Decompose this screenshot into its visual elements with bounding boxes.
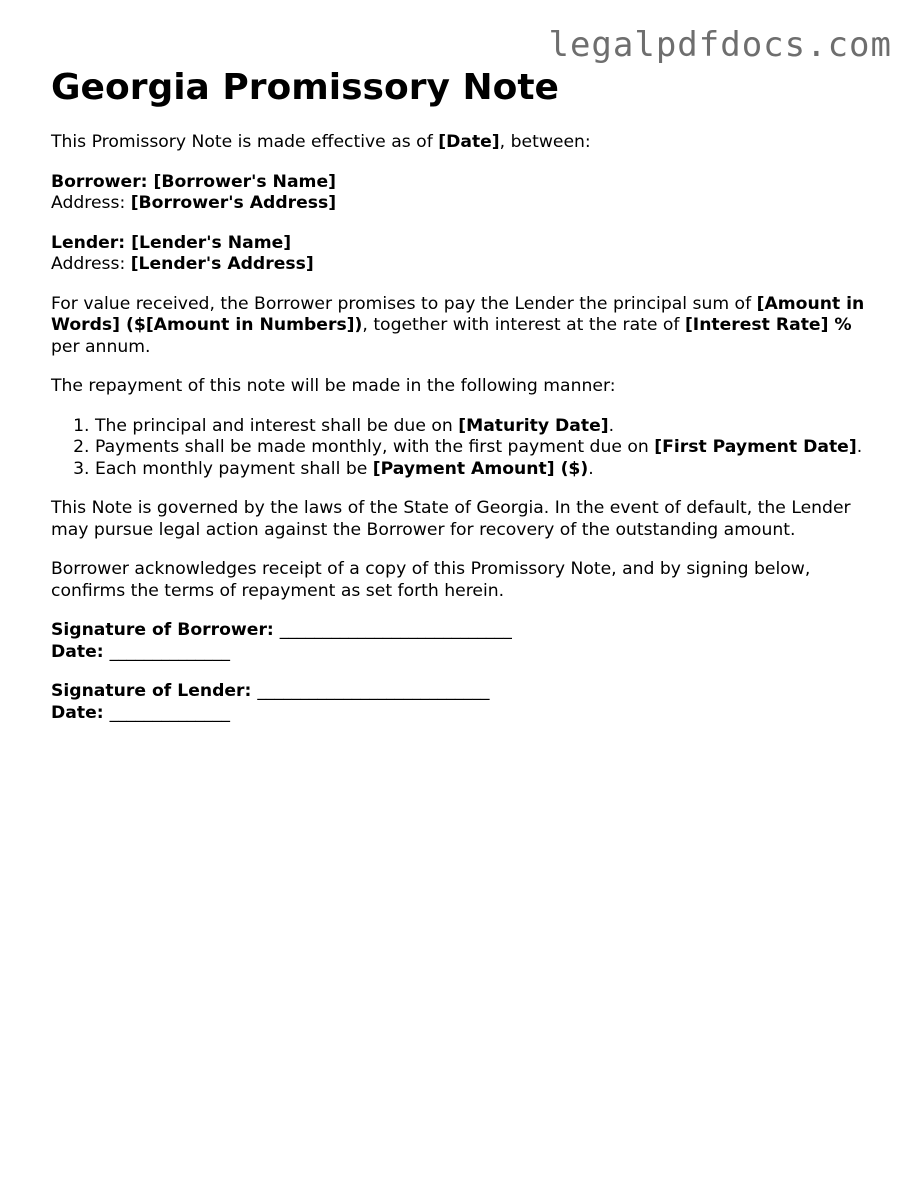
list-item-text: Each monthly payment shall be bbox=[95, 458, 373, 479]
list-item-punct: . bbox=[856, 437, 863, 457]
lender-date-label: Date: bbox=[51, 702, 110, 723]
lender-address-field: [Lender's Address] bbox=[130, 254, 314, 274]
borrower-signature-label: Signature of Borrower: bbox=[51, 620, 280, 640]
lender-signature-line: ___________________________ bbox=[257, 681, 490, 701]
watermark: legalpdfdocs.com bbox=[548, 25, 892, 65]
lender-signature-label: Signature of Lender: bbox=[51, 681, 258, 701]
borrower-label: Borrower: bbox=[51, 171, 154, 192]
intro-prefix: This Promissory Note is made effective as of bbox=[51, 132, 439, 152]
principal-text-3: per annum. bbox=[51, 336, 151, 357]
list-item-text: The principal and interest shall be due on bbox=[95, 415, 459, 436]
list-item-punct: . bbox=[608, 415, 615, 436]
list-item bbox=[95, 459, 871, 481]
borrower-signature-block bbox=[51, 620, 871, 663]
borrower-block bbox=[51, 172, 871, 215]
list-item bbox=[95, 416, 871, 438]
first-payment-date-field: [First Payment Date] bbox=[654, 437, 857, 457]
lender-name-field: [Lender's Name] bbox=[131, 232, 292, 253]
list-item-text: Payments shall be made monthly, with the first payment due on bbox=[95, 437, 655, 457]
lender-date-line: ______________ bbox=[109, 702, 230, 723]
date-field: [Date] bbox=[438, 132, 500, 152]
maturity-date-field: [Maturity Date] bbox=[458, 415, 609, 436]
lender-label: Lender: bbox=[51, 232, 132, 253]
document-body bbox=[51, 66, 871, 742]
borrower-date-line: ______________ bbox=[109, 641, 230, 662]
intro-suffix: , between: bbox=[499, 132, 591, 152]
principal-paragraph bbox=[51, 294, 871, 359]
borrower-address-field: [Borrower's Address] bbox=[130, 193, 337, 213]
intro-paragraph bbox=[51, 132, 871, 154]
amount-field: [Amount in Words] ($[Amount in Numbers]) bbox=[51, 293, 865, 335]
interest-rate-field: [Interest Rate] % bbox=[684, 315, 852, 335]
borrower-name-field: [Borrower's Name] bbox=[153, 171, 336, 192]
borrower-date-label: Date: bbox=[51, 641, 110, 662]
document-title: Georgia Promissory Note bbox=[51, 67, 559, 108]
repayment-intro: The repayment of this note will be made in the following manner: bbox=[51, 376, 616, 396]
list-item bbox=[95, 437, 871, 459]
lender-address-label: Address: bbox=[51, 254, 131, 274]
acknowledgment-paragraph: Borrower acknowledges receipt of a copy of this Promissory Note, and by signing below, confirms the terms of repayment as set forth herein. bbox=[51, 559, 811, 601]
borrower-signature-line: ___________________________ bbox=[279, 620, 512, 640]
lender-signature-block bbox=[51, 681, 871, 724]
list-item-punct: . bbox=[588, 458, 594, 479]
lender-block bbox=[51, 233, 871, 276]
governing-law-paragraph: This Note is governed by the laws of the State of Georgia. In the event of default, the Lender may pursue legal action against the Borrower for recovery of the outstanding amount. bbox=[51, 498, 851, 540]
payment-amount-field: [Payment Amount] ($) bbox=[372, 458, 589, 479]
borrower-address-label: Address: bbox=[51, 193, 131, 213]
principal-text-2: , together with interest at the rate of bbox=[362, 315, 685, 335]
repayment-list bbox=[51, 416, 871, 481]
principal-text-1: For value received, the Borrower promises to pay the Lender the principal sum of bbox=[51, 293, 757, 314]
